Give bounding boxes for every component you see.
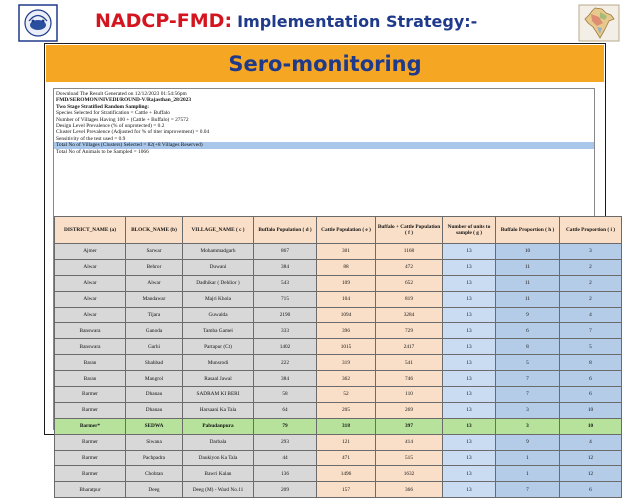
- table-cell: Tamba Gamei: [183, 323, 254, 339]
- table-cell: Darbala: [183, 434, 254, 450]
- table-cell: 10: [496, 244, 560, 260]
- table-cell: 11: [496, 259, 560, 275]
- table-cell: 384: [254, 259, 317, 275]
- banner-title: Sero-monitoring: [228, 51, 422, 76]
- table-cell: 7: [496, 387, 560, 403]
- table-cell: 52: [317, 387, 376, 403]
- table-cell: Alwar: [55, 275, 126, 291]
- table-cell: 269: [376, 402, 443, 418]
- sampling-table: [54, 216, 622, 498]
- table-cell: 13: [443, 482, 496, 498]
- table-cell: 13: [443, 339, 496, 355]
- table-row: [55, 482, 622, 498]
- table-cell: Barmer*: [55, 418, 126, 434]
- table-cell: 6: [560, 482, 622, 498]
- table-cell: 11: [496, 291, 560, 307]
- table-cell: Behror: [126, 259, 183, 275]
- table-cell: SEDWA: [126, 418, 183, 434]
- table-cell: Garhi: [126, 339, 183, 355]
- table-cell: 1168: [376, 244, 443, 260]
- table-cell: Baran: [55, 371, 126, 387]
- table-cell: Barmer: [55, 402, 126, 418]
- table-cell: 2: [560, 275, 622, 291]
- report-line: Cluster Level Prevalence (Adjusted for % of titer improvement) = 0.04: [56, 129, 210, 136]
- report-line: Number of Villages Having 100 + (Cattle + Buffalo) = 27572: [56, 116, 189, 123]
- table-row: [55, 434, 622, 450]
- table-row: [55, 259, 622, 275]
- table-row: [55, 355, 622, 371]
- report-panel: [53, 88, 616, 493]
- table-cell: 136: [254, 466, 317, 482]
- table-cell: 2190: [254, 307, 317, 323]
- table-row: [55, 418, 622, 434]
- table-cell: 7: [496, 371, 560, 387]
- table-cell: Rasaal Jawal: [183, 371, 254, 387]
- table-cell: Partapur (Ct): [183, 339, 254, 355]
- table-cell: 1: [496, 450, 560, 466]
- report-line: Design Level Prevalence (% of unprotected) = 0.2: [56, 123, 165, 130]
- report-line: Two Stage Stratified Random Sampling:: [56, 103, 150, 110]
- table-cell: Guwalda: [183, 307, 254, 323]
- table-body: [55, 244, 622, 498]
- table-cell: Barmer: [55, 466, 126, 482]
- title-main: Implementation Strategy:-: [237, 12, 478, 31]
- table-cell: Banswara: [55, 339, 126, 355]
- table-cell: 729: [376, 323, 443, 339]
- table-cell: Deeg (M) - Ward No.11: [183, 482, 254, 498]
- table-cell: 10: [560, 402, 622, 418]
- report-line: Total No of Animals to be Sampled = 1066: [56, 148, 149, 155]
- table-cell: 64: [254, 402, 317, 418]
- table-cell: 121: [317, 434, 376, 450]
- table-cell: 1094: [317, 307, 376, 323]
- table-cell: 3284: [376, 307, 443, 323]
- table-cell: 8: [496, 339, 560, 355]
- table-row: [55, 371, 622, 387]
- table-cell: 1: [496, 466, 560, 482]
- table-cell: 8: [560, 355, 622, 371]
- table-cell: 541: [376, 355, 443, 371]
- table-cell: 5: [496, 355, 560, 371]
- table-row: [55, 402, 622, 418]
- title-prefix: NADCP-FMD:: [95, 10, 233, 32]
- table-cell: 13: [443, 371, 496, 387]
- table-cell: 13: [443, 291, 496, 307]
- table-cell: 2: [560, 291, 622, 307]
- table-cell: 79: [254, 418, 317, 434]
- column-header: Cattle Proportion ( i ): [560, 217, 622, 244]
- table-cell: Bawri Kalan: [183, 466, 254, 482]
- table-cell: 13: [443, 434, 496, 450]
- table-cell: Ganoda: [126, 323, 183, 339]
- table-cell: Alwar: [126, 275, 183, 291]
- table-cell: 746: [376, 371, 443, 387]
- table-cell: Alwar: [55, 291, 126, 307]
- table-cell: 652: [376, 275, 443, 291]
- table-cell: 396: [317, 323, 376, 339]
- table-row: [55, 450, 622, 466]
- table-cell: 88: [317, 259, 376, 275]
- column-header: Cattle Population ( e ): [317, 217, 376, 244]
- table-cell: 5: [560, 339, 622, 355]
- report-line: Species Selected for Stratification = Cattle + Buffalo: [56, 110, 170, 117]
- column-header: BLOCK_NAME (b): [126, 217, 183, 244]
- table-cell: 471: [317, 450, 376, 466]
- table-row: [55, 275, 622, 291]
- table-cell: 104: [317, 291, 376, 307]
- column-header: Buffalo Proportion ( h ): [496, 217, 560, 244]
- report-metadata: [54, 89, 594, 155]
- table-cell: Harsaani Ka Tala: [183, 402, 254, 418]
- table-cell: 7: [560, 323, 622, 339]
- table-cell: Baran: [55, 355, 126, 371]
- table-cell: 13: [443, 402, 496, 418]
- table-cell: 3: [496, 402, 560, 418]
- table-cell: 13: [443, 355, 496, 371]
- table-row: [55, 291, 622, 307]
- table-cell: 157: [317, 482, 376, 498]
- table-cell: Mohammadgarh: [183, 244, 254, 260]
- table-cell: 515: [376, 450, 443, 466]
- table-cell: Deeg: [126, 482, 183, 498]
- table-cell: 414: [376, 434, 443, 450]
- table-cell: 1632: [376, 466, 443, 482]
- table-cell: 13: [443, 466, 496, 482]
- table-row: [55, 307, 622, 323]
- table-cell: 110: [376, 387, 443, 403]
- table-cell: Dadhikar ( Dehlior ): [183, 275, 254, 291]
- table-cell: 44: [254, 450, 317, 466]
- table-cell: Dhanau: [126, 387, 183, 403]
- report-line: Download The Result Generated on 12/12/2023 01:54:56pm: [56, 91, 187, 97]
- table-cell: 4: [560, 307, 622, 323]
- table-cell: 13: [443, 323, 496, 339]
- table-cell: 1402: [254, 339, 317, 355]
- table-cell: 4: [560, 434, 622, 450]
- table-cell: Pabudanpura: [183, 418, 254, 434]
- report-line: Sensitivity of the test used = 0.9: [56, 135, 126, 142]
- table-cell: Chohtan: [126, 466, 183, 482]
- table-cell: 1496: [317, 466, 376, 482]
- table-cell: 12: [560, 450, 622, 466]
- table-cell: 293: [254, 434, 317, 450]
- table-cell: Barmer: [55, 434, 126, 450]
- slide-title: [95, 10, 477, 32]
- content-frame: [44, 43, 616, 493]
- india-map-logo: [578, 4, 620, 42]
- table-cell: SADRAM KI BERI: [183, 387, 254, 403]
- column-header: Buffalo Population ( d ): [254, 217, 317, 244]
- table-cell: 13: [443, 275, 496, 291]
- table-cell: 12: [560, 466, 622, 482]
- table-cell: 13: [443, 244, 496, 260]
- table-cell: Duwani: [183, 259, 254, 275]
- table-cell: 6: [560, 371, 622, 387]
- table-cell: 10: [560, 418, 622, 434]
- table-cell: 58: [254, 387, 317, 403]
- report-line: FMD/SEROMON/NIVEDI/ROUND-V/Rajasthan_28/2023: [56, 97, 192, 104]
- table-cell: 13: [443, 450, 496, 466]
- table-cell: 109: [317, 275, 376, 291]
- table-cell: Pachpadra: [126, 450, 183, 466]
- table-cell: Alwar: [55, 259, 126, 275]
- table-cell: 362: [317, 371, 376, 387]
- table-cell: Mangrol: [126, 371, 183, 387]
- table-cell: Shahbad: [126, 355, 183, 371]
- table-cell: Daukiyon Ka Tala: [183, 450, 254, 466]
- column-header: VILLAGE_NAME ( c ): [183, 217, 254, 244]
- table-cell: 13: [443, 307, 496, 323]
- report-line: Total No of Villages (Clusters) Selected = 82(+8 Villages Reserved): [54, 142, 594, 148]
- table-cell: 2417: [376, 339, 443, 355]
- table-cell: Dhanau: [126, 402, 183, 418]
- table-cell: Siwana: [126, 434, 183, 450]
- table-cell: Banswara: [55, 323, 126, 339]
- table-cell: 222: [254, 355, 317, 371]
- table-cell: 366: [376, 482, 443, 498]
- table-cell: 319: [317, 355, 376, 371]
- table-cell: 2: [560, 259, 622, 275]
- table-cell: 6: [496, 323, 560, 339]
- table-cell: 472: [376, 259, 443, 275]
- sero-monitoring-banner: [46, 45, 604, 82]
- table-cell: 333: [254, 323, 317, 339]
- table-cell: 715: [254, 291, 317, 307]
- table-cell: 6: [560, 387, 622, 403]
- table-cell: Tijara: [126, 307, 183, 323]
- table-cell: 1015: [317, 339, 376, 355]
- table-cell: 209: [254, 482, 317, 498]
- table-cell: Ajmer: [55, 244, 126, 260]
- table-cell: Alwar: [55, 307, 126, 323]
- table-cell: 819: [376, 291, 443, 307]
- table-cell: 13: [443, 387, 496, 403]
- table-cell: Barmer: [55, 450, 126, 466]
- table-cell: 11: [496, 275, 560, 291]
- table-cell: 205: [317, 402, 376, 418]
- table-cell: 397: [376, 418, 443, 434]
- table-cell: 3: [496, 418, 560, 434]
- table-cell: 543: [254, 275, 317, 291]
- table-cell: 3: [560, 244, 622, 260]
- table-row: [55, 466, 622, 482]
- table-cell: 318: [317, 418, 376, 434]
- table-cell: 9: [496, 307, 560, 323]
- table-cell: 384: [254, 371, 317, 387]
- table-cell: Barmer: [55, 387, 126, 403]
- column-header: Buffalo + Cattle Population ( f ): [376, 217, 443, 244]
- column-header: Number of units to sample ( g ): [443, 217, 496, 244]
- emblem-logo: [18, 4, 58, 42]
- table-cell: Bharatpur: [55, 482, 126, 498]
- column-header: DISTRICT_NAME (a): [55, 217, 126, 244]
- table-row: [55, 339, 622, 355]
- table-cell: Mandawar: [126, 291, 183, 307]
- table-cell: Majri Khola: [183, 291, 254, 307]
- table-row: [55, 387, 622, 403]
- table-cell: 13: [443, 418, 496, 434]
- table-row: [55, 244, 622, 260]
- table-cell: 13: [443, 259, 496, 275]
- table-cell: Munsrodi: [183, 355, 254, 371]
- table-cell: 9: [496, 434, 560, 450]
- table-cell: 7: [496, 482, 560, 498]
- table-row: [55, 323, 622, 339]
- table-cell: 867: [254, 244, 317, 260]
- table-header-row: [55, 217, 622, 244]
- table-cell: Sarwar: [126, 244, 183, 260]
- table-cell: 301: [317, 244, 376, 260]
